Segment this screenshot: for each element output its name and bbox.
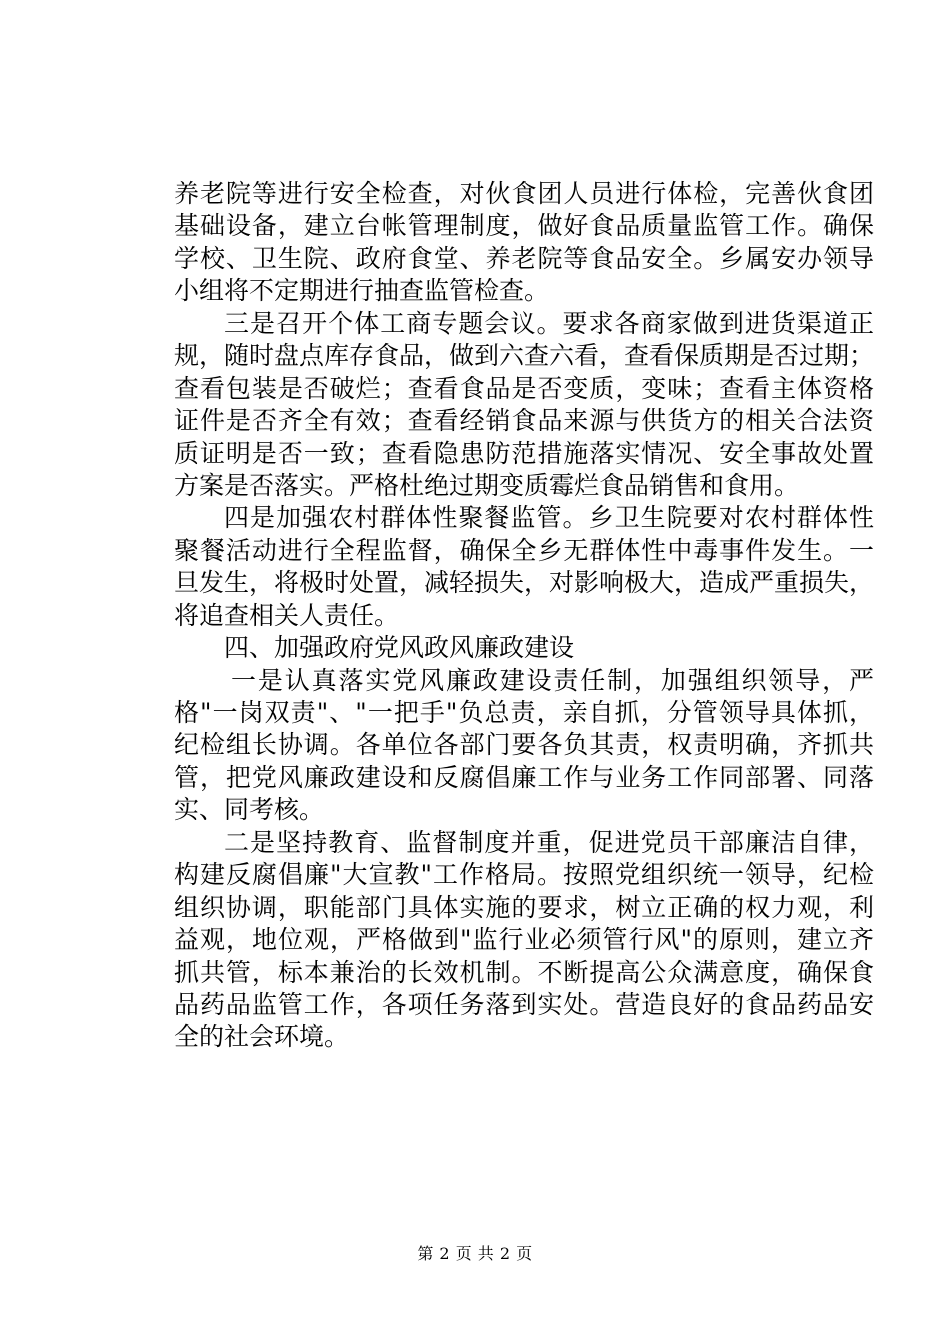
text-line: 养老院等进行安全检查，对伙食团人员进行体检，完善伙食团 [174, 179, 874, 208]
text-line: 小组将不定期进行抽查监管检查。 [174, 276, 550, 306]
text-line: 规，随时盘点库存食品，做到六查六看，查看保质期是否过期； [174, 341, 875, 371]
text-line: 纪检组长协调。各单位各部门要各负其责，权责明确，齐抓共 [174, 730, 874, 760]
text-line: 将追查相关人责任。 [174, 600, 400, 630]
section-heading: 四、加强政府党风政风廉政建设 [224, 633, 575, 663]
text-line: 构建反腐倡廉"大宣教"工作格局。按照党组织统一领导，纪检 [174, 860, 874, 890]
text-line: 查看包装是否破烂；查看食品是否变质，变味；查看主体资格 [174, 373, 874, 403]
paragraph-start-line: 四是加强农村群体性聚餐监管。乡卫生院要对农村群体性 [224, 503, 874, 533]
text-line: 管，把党风廉政建设和反腐倡廉工作与业务工作同部署、同落 [174, 762, 874, 792]
paragraph-start-line: 三是召开个体工商专题会议。要求各商家做到进货渠道正 [224, 308, 874, 338]
text-line: 基础设备，建立台帐管理制度，做好食品质量监管工作。确保 [174, 211, 874, 241]
text-line: 聚餐活动进行全程监督，确保全乡无群体性中毒事件发生。一 [174, 535, 874, 565]
paragraph-start-line: 一是认真落实党风廉政建设责任制，加强组织领导，严 [231, 665, 874, 695]
text-line: 实、同考核。 [174, 795, 325, 825]
text-line: 组织协调，职能部门具体实施的要求，树立正确的权力观，利 [174, 892, 874, 922]
text-line: 抓共管，标本兼治的长效机制。不断提高公众满意度，确保食 [174, 957, 874, 987]
text-line: 全的社会环境。 [174, 1022, 350, 1052]
text-line: 益观，地位观，严格做到"监行业必须管行风"的原则，建立齐 [174, 925, 874, 955]
paragraph-start-line: 二是坚持教育、监督制度并重，促进党员干部廉洁自律， [224, 827, 874, 857]
text-line: 品药品监管工作，各项任务落到实处。营造良好的食品药品安 [174, 989, 874, 1019]
page-footer: 第 2 页 共 2 页 [417, 1244, 533, 1263]
text-line: 证件是否齐全有效；查看经销食品来源与供货方的相关合法资 [174, 406, 874, 436]
text-line: 方案是否落实。严格杜绝过期变质霉烂食品销售和食用。 [174, 470, 800, 500]
text-line: 旦发生，将极时处置，减轻损失，对影响极大，造成严重损失， [174, 568, 875, 598]
text-line: 格"一岗双责"、"一把手"负总责，亲自抓，分管领导具体抓， [174, 698, 874, 727]
body-text [174, 178, 874, 1054]
text-line: 质证明是否一致；查看隐患防范措施落实情况、安全事故处置 [174, 438, 874, 468]
text-line: 学校、卫生院、政府食堂、养老院等食品安全。乡属安办领导 [174, 243, 874, 273]
